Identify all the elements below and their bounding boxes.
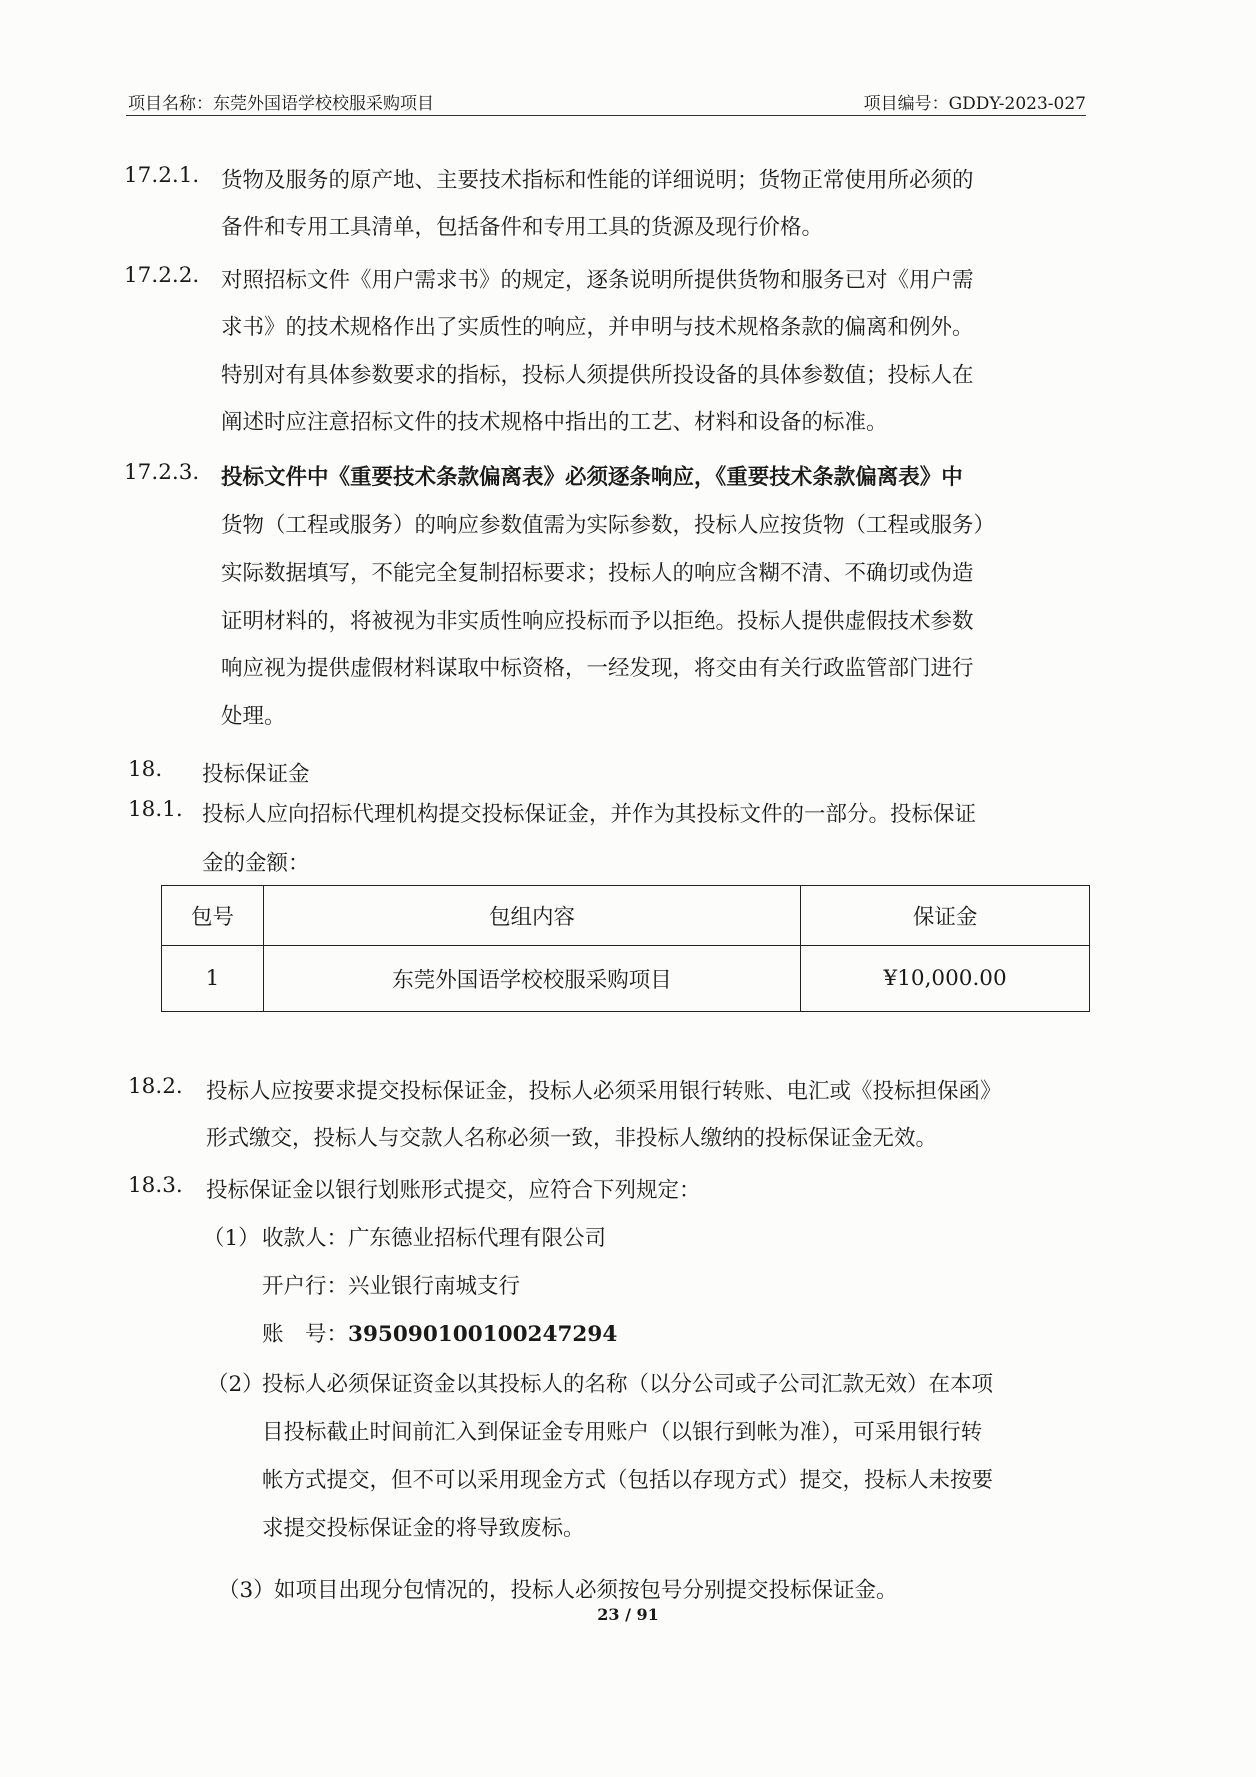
section-18-title: 投标保证金 [202,762,310,787]
table-cell-package-no: 1 [162,946,264,1012]
clause-17-2-3-line: 证明材料的，将被视为非实质性响应投标而予以拒绝。投标人提供虚假技术参数 [221,609,974,634]
account-label: 账 号： [262,1322,349,1347]
table-header-row [162,886,1090,946]
table-cell-bond: ¥10,000.00 [801,946,1090,1012]
bond-table [161,885,1090,1012]
clause-17-2-2-line: 对照招标文件《用户需求书》的规定，逐条说明所提供货物和服务已对《用户需 [221,268,974,293]
item-1-marker: （1） [203,1226,260,1251]
table-header-bond: 保证金 [801,886,1090,946]
clause-17-2-3-line: 货物（工程或服务）的响应参数值需为实际参数，投标人应按货物（工程或服务） [221,513,996,538]
item-2-line: 求提交投标保证金的将导致废标。 [262,1516,585,1541]
item-1-account [262,1317,617,1348]
header-divider [126,115,1086,116]
item-2-line: 目投标截止时间前汇入到保证金专用账户（以银行到帐为准），可采用银行转 [262,1420,983,1445]
clause-17-2-3-line: 实际数据填写，不能完全复制招标要求；投标人的响应含糊不清、不确切或伪造 [221,561,974,586]
clause-18-1-line: 金的金额： [202,851,310,876]
clause-17-2-3-line: 投标文件中《重要技术条款偏离表》必须逐条响应，《重要技术条款偏离表》中 [221,465,963,490]
clause-18-2-line: 投标人应按要求提交投标保证金，投标人必须采用银行转账、电汇或《投标担保函》 [206,1079,1002,1104]
section-18-number: 18. [128,757,163,782]
header-project-number: 项目编号：GDDY-2023-027 [863,94,1086,114]
clause-17-2-3-number: 17.2.3. [124,460,200,485]
clause-18-3-number: 18.3. [128,1173,183,1198]
clause-17-2-3-line: 响应视为提供虚假材料谋取中标资格，一经发现，将交由有关行政监管部门进行 [221,656,974,681]
item-3-line: 如项目出现分包情况的，投标人必须按包号分别提交投标保证金。 [274,1578,898,1603]
clause-18-1-line: 投标人应向招标代理机构提交投标保证金，并作为其投标文件的一部分。投标保证 [202,802,977,827]
item-3-marker: （3） [218,1578,275,1603]
item-1-bank: 开户行：兴业银行南城支行 [262,1274,521,1299]
item-2-line: 帐方式提交，但不可以采用现金方式（包括以存现方式）提交，投标人未按要 [262,1468,994,1493]
clause-17-2-2-line: 求书》的技术规格作出了实质性的响应，并申明与技术规格条款的偏离和例外。 [221,315,974,340]
clause-17-2-1-line: 备件和专用工具清单，包括备件和专用工具的货源及现行价格。 [221,215,824,240]
clause-17-2-2-line: 特别对有具体参数要求的指标，投标人须提供所投设备的具体参数值；投标人在 [221,363,974,388]
item-2-line: 投标人必须保证资金以其投标人的名称（以分公司或子公司汇款无效）在本项 [262,1372,994,1397]
table-header-package-content: 包组内容 [263,886,800,946]
clause-18-1-number: 18.1. [128,797,183,822]
clause-17-2-2-line: 阐述时应注意招标文件的技术规格中指出的工艺、材料和设备的标准。 [221,410,888,435]
clause-18-3-line: 投标保证金以银行划账形式提交，应符合下列规定： [206,1178,701,1203]
clause-17-2-1-line: 货物及服务的原产地、主要技术指标和性能的详细说明；货物正常使用所必须的 [221,168,974,193]
clause-18-2-line: 形式缴交，投标人与交款人名称必须一致，非投标人缴纳的投标保证金无效。 [206,1126,938,1151]
clause-17-2-1-number: 17.2.1. [124,163,200,188]
table-header-package-no: 包号 [162,886,264,946]
clause-17-2-2-number: 17.2.2. [124,263,200,288]
table-cell-package-content: 东莞外国语学校校服采购项目 [263,946,800,1012]
account-number: 395090100100247294 [348,1322,618,1347]
table-row [162,946,1090,1012]
clause-18-2-number: 18.2. [128,1074,183,1099]
item-1-payee: 收款人：广东德业招标代理有限公司 [262,1226,607,1251]
clause-17-2-3-line: 处理。 [221,704,286,729]
page-number: 23 / 91 [597,1605,659,1624]
header-project-name: 项目名称：东莞外国语学校校服采购项目 [128,94,434,114]
item-2-marker: （2） [207,1372,264,1397]
